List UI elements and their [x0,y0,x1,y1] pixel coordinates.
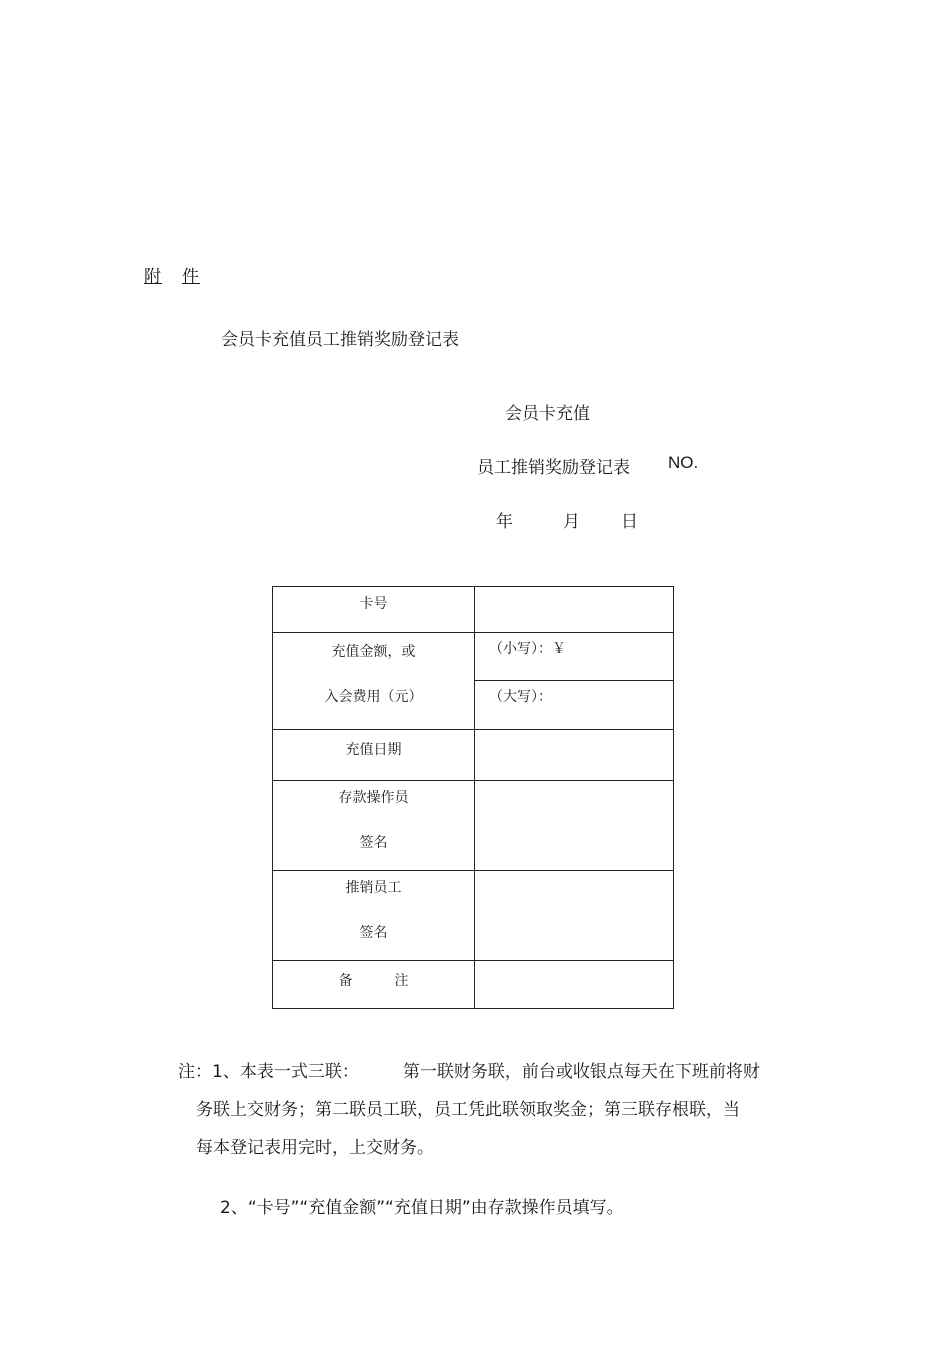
promoter-label-line-1: 推销员工 [345,880,402,896]
amount-label-line-2: 入会费用（元） [324,689,423,705]
attachment-char-2: 件 [182,267,200,287]
amount-split-divider [474,680,673,681]
note-line-1-body: 第一联财务联，前台或收银点每天在下班前将财 [402,1062,760,1082]
row-divider [273,729,673,730]
form-title-line-1: 会员卡充值 [505,404,590,424]
operator-label-line-1: 存款操作员 [338,790,409,806]
remark-char-2: 注 [394,973,409,989]
amount-big-label: （大写）： [489,689,552,705]
date-year: 年 [496,512,513,532]
note-line-1 [178,1057,760,1082]
attachment-label [144,262,200,287]
amount-label-line-1: 充值金额，或 [331,644,416,660]
document-title: 会员卡充值员工推销奖励登记表 [221,330,459,350]
note-line-2: 务联上交财务；第二联员工联，员工凭此联领取奖金；第三联存根联，当 [196,1100,740,1120]
operator-label-line-2: 签名 [359,835,388,851]
date-day: 日 [621,512,638,532]
note-line-1-prefix: 注：1、本表一式三联： [178,1062,359,1082]
attachment-char-1: 附 [144,267,162,287]
remark-char-1: 备 [338,973,353,989]
recharge-date-label: 充值日期 [345,742,402,758]
form-title-line-2: 员工推销奖励登记表 [477,458,630,478]
date-month: 月 [563,512,580,532]
registration-form-table [272,586,674,1009]
row-divider [273,632,673,633]
row-divider [273,870,673,871]
note-line-4: 2、“卡号”“充值金额”“充值日期”由存款操作员填写。 [220,1198,624,1218]
row-divider [273,960,673,961]
column-divider [474,587,475,1008]
form-number-label: NO. [668,453,699,472]
remark-label [273,970,474,990]
note-line-3: 每本登记表用完时，上交财务。 [196,1138,434,1158]
row-divider [273,780,673,781]
promoter-label-line-2: 签名 [359,925,388,941]
amount-small-label: （小写）：￥ [489,641,566,657]
card-number-label: 卡号 [359,596,388,612]
